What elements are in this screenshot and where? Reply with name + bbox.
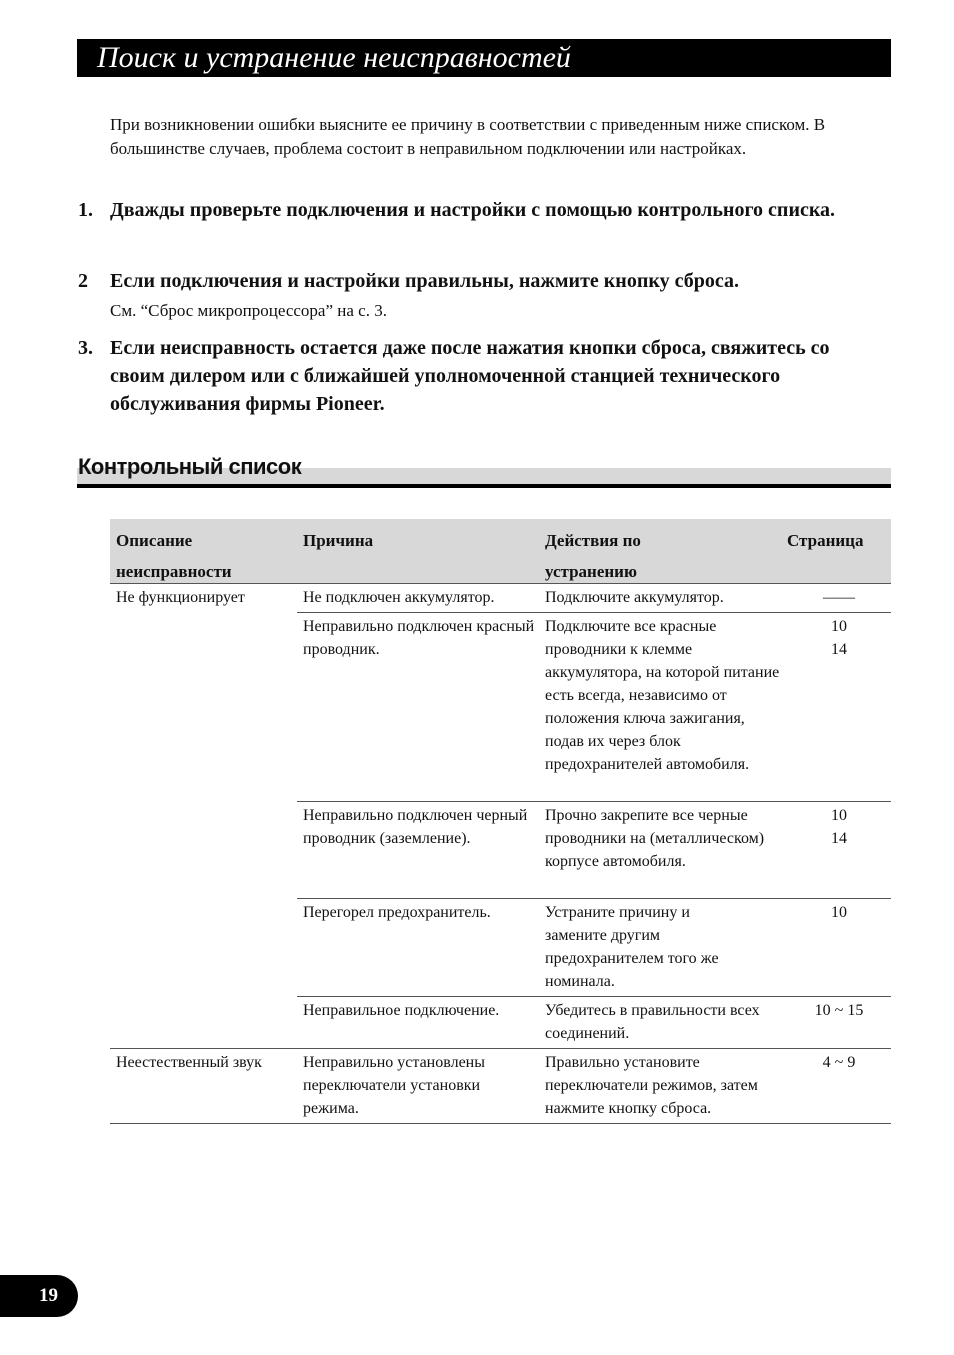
row-cause: Неправильное подключение. (303, 1002, 500, 1019)
row-divider (297, 801, 891, 802)
row-page: —— (823, 589, 855, 606)
section-title: Контрольный список (78, 454, 302, 479)
row-page: 4 ~ 9 (822, 1054, 856, 1071)
row-symptom: Неестественный звук (116, 1054, 262, 1071)
intro-paragraph: При возникновении ошибки выясните ее причину в соответствии с приведенным ниже списком. В большинстве случаев, проблема состоит в неправильном подключении или настройках. (110, 115, 826, 158)
row-action: Подключите аккумулятор. (545, 589, 724, 606)
header-symptom: Описание неисправности (116, 531, 232, 581)
row-divider (110, 1048, 891, 1049)
row-cause: Перегорел предохранитель. (303, 904, 491, 921)
step-2-note: См. “Сброс микропроцессора” на с. 3. (110, 301, 387, 320)
row-page: 10 14 (831, 807, 847, 847)
row-action: Устраните причину и замените другим предохранителем того же номинала. (545, 904, 719, 990)
row-page: 10 14 (831, 618, 847, 658)
row-action: Правильно установите переключатели режимов, затем нажмите кнопку сброса. (545, 1054, 758, 1117)
row-action: Прочно закрепите все черные проводники на (металлическом) корпусе автомобиля. (545, 807, 765, 870)
page-title-bar (77, 39, 891, 77)
row-action: Убедитесь в правильности всех соединений. (545, 1002, 760, 1042)
header-cause: Причина (303, 531, 374, 550)
table-bottom-rule (110, 1123, 891, 1124)
row-page: 10 (831, 904, 847, 921)
row-cause: Не подключен аккумулятор. (303, 589, 495, 606)
section-divider (77, 484, 891, 488)
header-page: Страница (787, 531, 864, 550)
row-cause: Неправильно подключен черный проводник (заземление). (303, 807, 528, 847)
row-divider (297, 898, 891, 899)
step-text: Дважды проверьте подключения и настройки с помощью контрольного списка. (110, 199, 836, 221)
step-number: 2 (78, 270, 88, 292)
row-action: Подключите все красные проводники к клемме аккумулятора, на которой питание есть всегда, независимо от положения ключа зажигания, подав их через блок предохранителей автомобиля. (545, 618, 780, 773)
step-number: 1. (78, 199, 93, 221)
row-divider (297, 612, 891, 613)
row-cause: Неправильно подключен красный проводник. (303, 618, 535, 658)
row-page: 10 ~ 15 (814, 1002, 864, 1019)
row-symptom: Не функционирует (116, 589, 245, 606)
step-text: Если подключения и настройки правильны, нажмите кнопку сброса. (110, 270, 739, 292)
page-number: 19 (39, 1285, 58, 1306)
page-number-badge (0, 1275, 78, 1317)
header-action: Действия по устранению (545, 531, 641, 581)
row-divider (297, 996, 891, 997)
page-title: Поиск и устранение неисправностей (97, 41, 571, 74)
step-number: 3. (78, 337, 93, 359)
row-cause: Неправильно установлены переключатели установки режима. (303, 1054, 485, 1117)
table-header (110, 519, 891, 584)
step-text: Если неисправность остается даже после нажатия кнопки сброса, свяжитесь со своим дилером или с ближайшей уполномоченной станцией технического обслуживания фирмы Pioneer. (110, 337, 830, 415)
